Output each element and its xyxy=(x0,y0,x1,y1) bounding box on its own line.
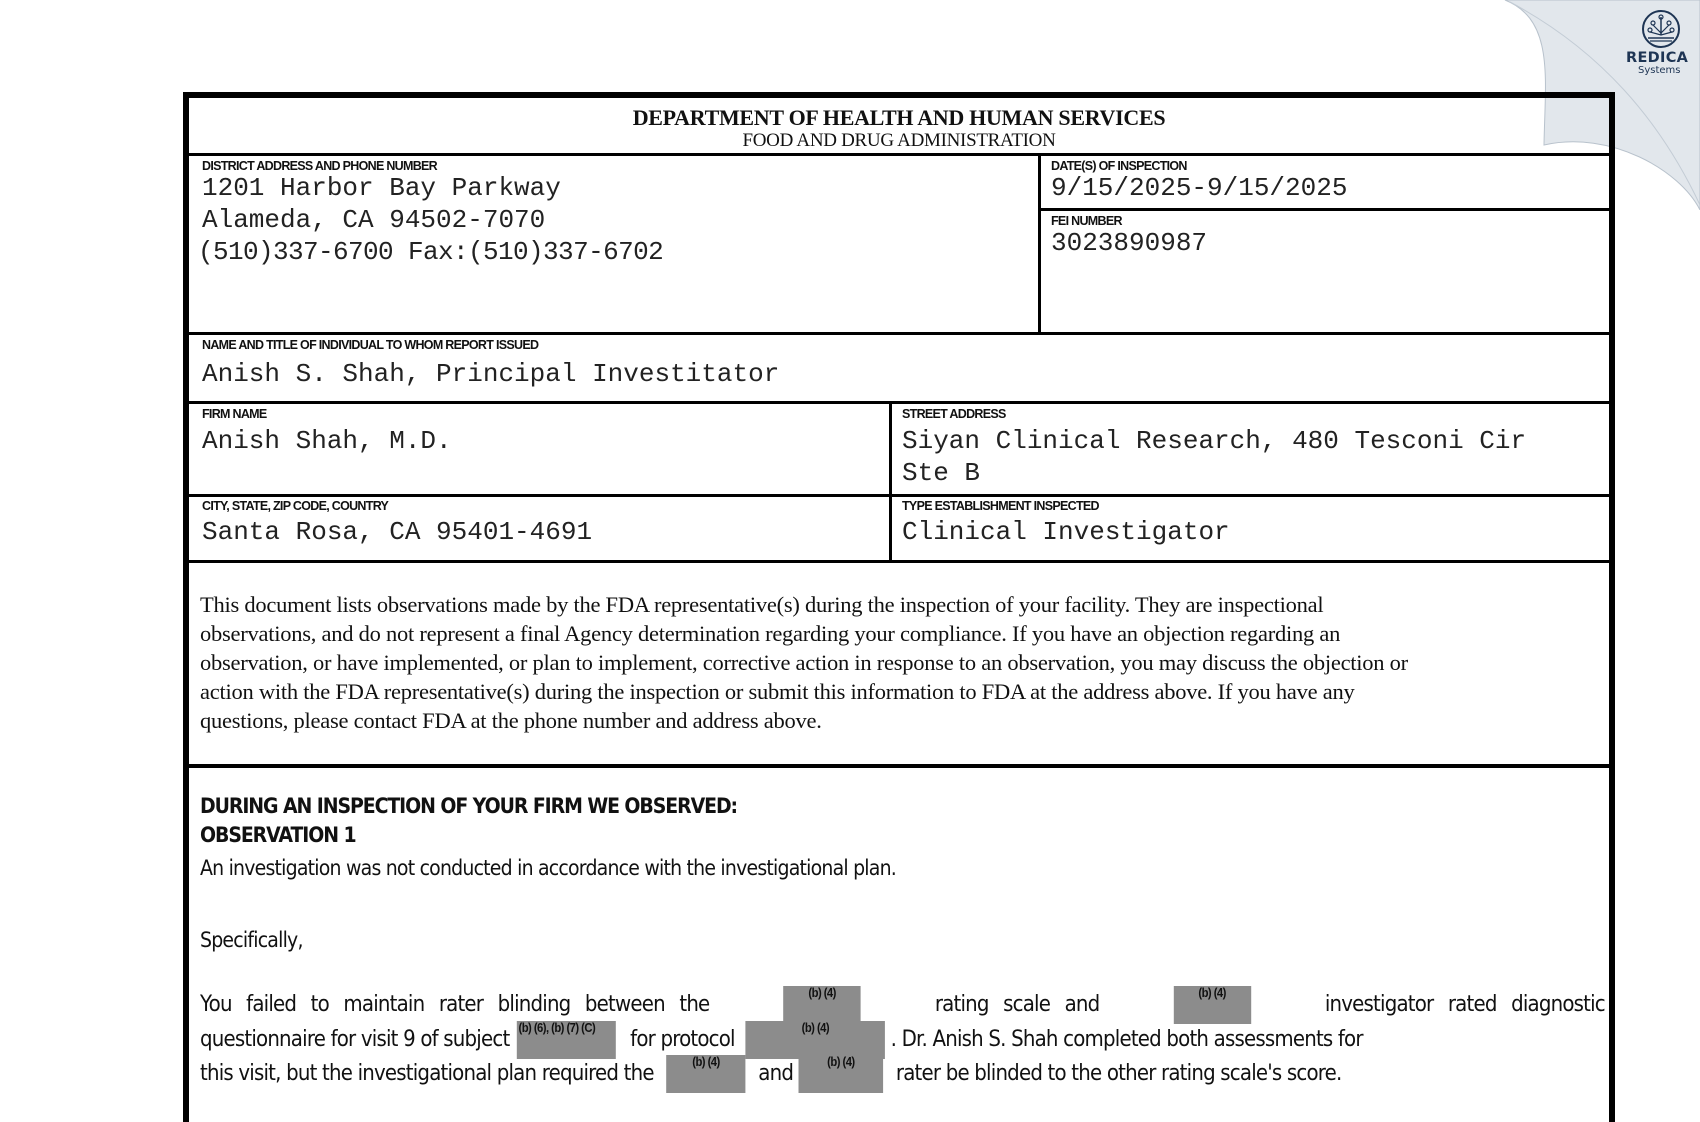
specifically-label: Specifically, xyxy=(200,928,303,953)
logo-title: REDICA xyxy=(1626,50,1689,66)
divider xyxy=(189,494,1609,497)
district-label: DISTRICT ADDRESS AND PHONE NUMBER xyxy=(202,159,438,173)
district-address-line1: 1201 Harbor Bay Parkway xyxy=(202,173,561,203)
fei-number: 3023890987 xyxy=(1051,228,1208,258)
observation-line-3: this visit, but the investigational plan required the (b) (4) and (b) (4) rater be blinded to the other rating scale's score. xyxy=(200,1055,1465,1087)
divider xyxy=(189,332,1609,335)
divider xyxy=(189,560,1609,563)
fei-label: FEI NUMBER xyxy=(1051,214,1122,228)
fda-483-form xyxy=(183,92,1615,1122)
establishment-label: TYPE ESTABLISHMENT INSPECTED xyxy=(902,499,1099,513)
observation-line-1: You failed to maintain rater blinding between the (b) (4) rating scale and (b) (4) investigator rated diagnostic xyxy=(200,989,1605,1021)
street-label: STREET ADDRESS xyxy=(902,407,1006,421)
street-address-line1: Siyan Clinical Research, 480 Tesconi Cir xyxy=(902,426,1527,456)
district-phone: (510)337-6700 Fax:(510)337-6702 xyxy=(198,237,664,267)
observation-summary: An investigation was not conducted in accordance with the investigational plan. xyxy=(200,856,896,881)
divider xyxy=(1038,208,1609,211)
observations-heading: DURING AN INSPECTION OF YOUR FIRM WE OBSERVED: xyxy=(200,794,738,818)
observation-line-2: questionnaire for visit 9 of subject (b) (6), (b) (7) (C) for protocol (b) (4) . Dr. Anish S. Shah completed both assessments for xyxy=(200,1021,1465,1053)
dates-label: DATE(S) OF INSPECTION xyxy=(1051,159,1187,173)
logo-subtitle: Systems xyxy=(1638,65,1681,76)
redaction-box: (b) (4) xyxy=(799,1055,884,1093)
redaction-box: (b) (6), (b) (7) (C) xyxy=(517,1021,616,1059)
divider xyxy=(189,153,1609,156)
department-title: DEPARTMENT OF HEALTH AND HUMAN SERVICES xyxy=(632,105,1166,130)
district-address-line2: Alameda, CA 94502-7070 xyxy=(202,205,546,235)
firm-label: FIRM NAME xyxy=(202,407,267,421)
notice-paragraph: This document lists observations made by the FDA representative(s) during the inspection of your facility. They are inspectional observations, and do not represent a final Agency determination regarding your compliance. If you have an objection regarding an observation, or have implemented, or plan to implement, corrective action in response to an observation, you may discuss the objection or action with the FDA representative(s) during the inspection or submit this information to FDA at the address above. If you have any questions, please contact FDA at the phone number and address above. xyxy=(200,592,1408,733)
redaction-box: (b) (4) xyxy=(783,986,860,1024)
observation-title: OBSERVATION 1 xyxy=(200,823,356,847)
city-state-zip: Santa Rosa, CA 95401-4691 xyxy=(202,517,593,547)
divider xyxy=(189,764,1609,768)
firm-name: Anish Shah, M.D. xyxy=(202,426,452,456)
agency-title: FOOD AND DRUG ADMINISTRATION xyxy=(742,130,1056,151)
recipient-name: Anish S. Shah, Principal Investitator xyxy=(202,359,780,389)
recipient-label: NAME AND TITLE OF INDIVIDUAL TO WHOM REPORT ISSUED xyxy=(202,338,539,352)
redaction-box: (b) (4) xyxy=(746,1021,886,1059)
establishment-type: Clinical Investigator xyxy=(902,517,1230,547)
redaction-box: (b) (4) xyxy=(666,1055,745,1093)
redica-logo-icon xyxy=(1641,9,1681,49)
divider xyxy=(189,401,1609,404)
inspection-dates: 9/15/2025-9/15/2025 xyxy=(1051,173,1348,203)
divider xyxy=(889,401,892,562)
street-address-line2: Ste B xyxy=(902,458,981,488)
divider xyxy=(1038,153,1041,332)
redaction-box: (b) (4) xyxy=(1173,986,1250,1024)
city-label: CITY, STATE, ZIP CODE, COUNTRY xyxy=(202,499,389,513)
